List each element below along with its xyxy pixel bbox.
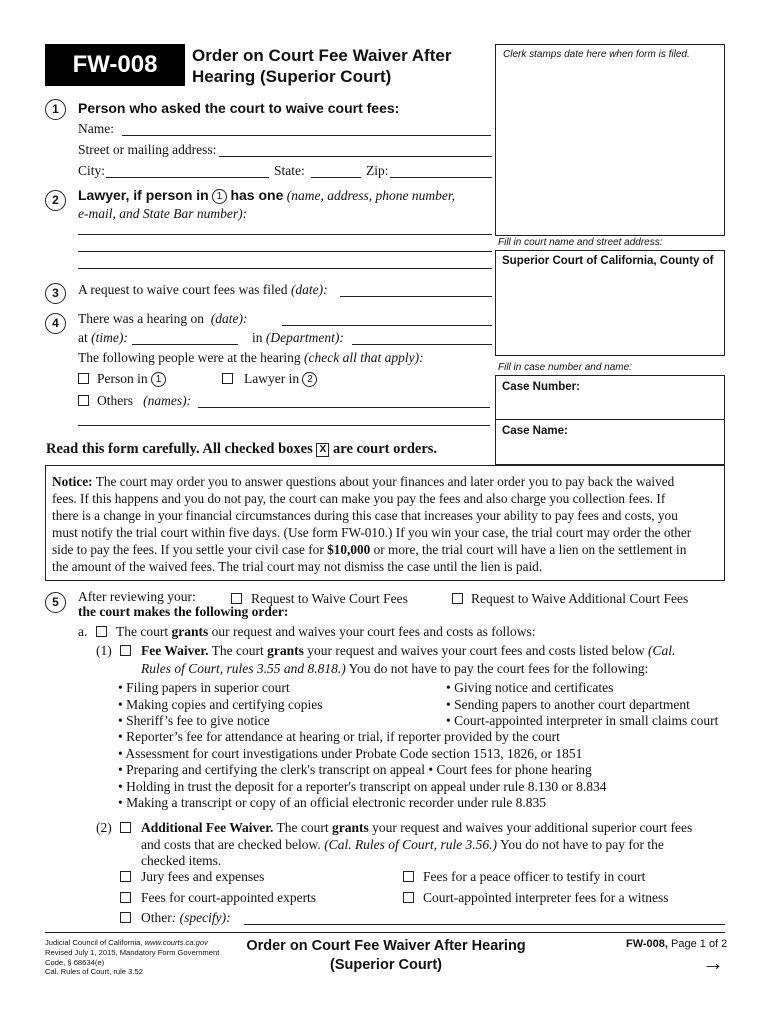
- form-id-badge: FW-008: [45, 44, 185, 86]
- peace-officer-checkbox[interactable]: [403, 871, 414, 882]
- clerk-stamp-box: Clerk stamps date here when form is filed.: [495, 44, 725, 236]
- section-2-heading: Lawyer, if person in 1 has one (name, address, phone number,: [78, 187, 455, 203]
- others-names-input[interactable]: [200, 392, 488, 408]
- fee-waiver-checkbox[interactable]: [120, 645, 131, 656]
- case-hint: Fill in case number and name:: [498, 362, 632, 373]
- case-number-box[interactable]: Case Number:: [495, 375, 725, 420]
- city-input[interactable]: [108, 162, 266, 178]
- after-reviewing-label: After reviewing your:: [78, 589, 196, 604]
- additional-fee-waiver-checkbox[interactable]: [120, 822, 131, 833]
- form-title: Order on Court Fee Waiver After Hearing (Superior Court): [192, 46, 452, 86]
- name-input[interactable]: [124, 120, 490, 136]
- request-waive-additional-label: Request to Waive Additional Court Fees: [471, 591, 689, 606]
- section-1-heading: Person who asked the court to waive court fees:: [78, 100, 400, 116]
- person-in-checkbox[interactable]: [78, 373, 89, 384]
- list-item: • Holding in trust the deposit for a reporter's transcript on appeal under rule 8.130 or 8.834: [118, 778, 607, 794]
- department-label: in (Department):: [252, 330, 344, 345]
- request-waive-fees-label: Request to Waive Court Fees: [251, 591, 408, 606]
- request-filed-date-input[interactable]: [342, 281, 490, 297]
- peace-officer-label: Fees for a peace officer to testify in court: [423, 869, 646, 884]
- ref-2-icon: 2: [302, 372, 317, 387]
- case-name-box[interactable]: Case Name:: [495, 420, 725, 465]
- court-name-box[interactable]: Superior Court of California, County of: [495, 250, 725, 356]
- interpreter-witness-label: Court-appointed interpreter fees for a witness: [423, 890, 669, 905]
- next-page-arrow-icon[interactable]: →: [702, 950, 724, 975]
- bullets-right: [446, 680, 718, 730]
- hearing-date-label: There was a hearing on (date):: [78, 311, 248, 326]
- list-item: • Giving notice and certificates: [446, 680, 614, 695]
- department-input[interactable]: [354, 329, 490, 345]
- lawyer-line-1[interactable]: [78, 218, 490, 234]
- fee-waiver-text: Fee Waiver. The court grants your request and waives your court fees and costs listed below (Cal.: [141, 643, 676, 658]
- notice-box: Notice: The court may order you to answer questions about your finances and later order you to pay back the waived fees. If this happens and you do not pay, the court can make you pay the fees and also charge you collection fees. If there is a change in your financial circumstances during this case that increases your ability to pay fees and costs, you must notify the trial court within five days. (Use form FW-010.) If you win your case, the trial court may order the other side to pay the fees. If you settle your civil case for $10,000 or more, the trial court will have a lien on the settlement in the amount of the waived fees. The trial court may not dismiss the case until the lien is paid.: [45, 465, 725, 581]
- list-item: • Court-appointed interpreter in small claims court: [446, 713, 719, 728]
- item-2-label: (2): [96, 820, 112, 835]
- lawyer-in-checkbox[interactable]: [222, 373, 233, 384]
- others-label: Others (names):: [97, 393, 192, 408]
- name-label: Name:: [78, 121, 114, 136]
- additional-fee-waiver-text-2: and costs that are checked below. (Cal. Rules of Court, rule 3.56.) You do not have to pay for the: [141, 837, 664, 852]
- item-a-text: The court grants our request and waives your court fees and costs as follows:: [116, 624, 536, 639]
- list-item: • Preparing and certifying the clerk's transcript on appeal • Court fees for phone hearing: [118, 762, 592, 777]
- lawyer-in-label: Lawyer in 2: [244, 371, 317, 387]
- other-checkbox[interactable]: [120, 912, 131, 923]
- footer-title: Order on Court Fee Waiver After Hearing (Superior Court): [246, 938, 526, 973]
- attendees-label: The following people were at the hearing (check all that apply):: [78, 350, 424, 365]
- interpreter-witness-checkbox[interactable]: [403, 892, 414, 903]
- read-carefully-notice: Read this form carefully. All checked boxes X are court orders.: [46, 441, 438, 457]
- hearing-date-input[interactable]: [284, 310, 490, 326]
- experts-label: Fees for court-appointed experts: [141, 890, 317, 905]
- state-label: State:: [274, 163, 305, 178]
- others-checkbox[interactable]: [78, 395, 89, 406]
- bullets-full: [118, 729, 607, 812]
- request-waive-additional-checkbox[interactable]: [452, 593, 463, 604]
- court-hint: Fill in court name and street address:: [498, 237, 663, 248]
- ref-1-icon: 1: [212, 189, 227, 204]
- item-1-label: (1): [96, 643, 112, 658]
- street-label: Street or mailing address:: [78, 142, 217, 157]
- page-number: FW-008, Page 1 of 2: [626, 938, 728, 950]
- list-item: • Reporter’s fee for attendance at hearing or trial, if reporter provided by the court: [118, 729, 560, 744]
- hearing-time-input[interactable]: [134, 329, 236, 345]
- list-item: • Assessment for court investigations under Probate Code section 1513, 1826, or 1851: [118, 745, 583, 761]
- list-item: • Sending papers to another court department: [446, 696, 690, 712]
- court-order-heading: the court makes the following order:: [78, 604, 289, 619]
- additional-fee-waiver-text: Additional Fee Waiver. The court grants your request and waives your additional superior court fees: [141, 820, 693, 835]
- section-3-number: 3: [45, 283, 66, 304]
- other-specify-input[interactable]: [246, 909, 722, 925]
- list-item: • Sheriff’s fee to give notice: [118, 713, 270, 728]
- person-in-label: Person in 1: [97, 371, 166, 387]
- footer-rule: [45, 932, 725, 933]
- lawyer-line-3[interactable]: [78, 252, 490, 268]
- section-1-number: 1: [45, 99, 66, 120]
- list-item: • Filing papers in superior court: [118, 680, 290, 695]
- experts-checkbox[interactable]: [120, 892, 131, 903]
- other-label: Other: (specify):: [141, 910, 231, 925]
- section-2-number: 2: [45, 190, 66, 211]
- section-2-subtext: e-mail, and State Bar number):: [78, 206, 248, 221]
- jury-fees-checkbox[interactable]: [120, 871, 131, 882]
- zip-input[interactable]: [392, 162, 490, 178]
- jury-fees-label: Jury fees and expenses: [141, 869, 265, 884]
- footer-citation: Judicial Council of California, www.courts.ca.gov Revised July 1, 2015, Mandatory Form Government Code, § 68634(e) Cal. Rules of Court, rule 3.52: [45, 938, 220, 977]
- city-label: City:: [78, 163, 106, 178]
- hearing-time-label: at (time):: [78, 330, 128, 345]
- request-waive-fees-checkbox[interactable]: [231, 593, 242, 604]
- checked-box-icon: X: [316, 443, 329, 457]
- additional-fee-waiver-text-3: checked items.: [141, 853, 222, 868]
- fee-waiver-text-2: Rules of Court, rules 3.55 and 8.818.) You do not have to pay the court fees for the following:: [141, 661, 649, 676]
- street-input[interactable]: [221, 141, 491, 157]
- section-5-number: 5: [45, 592, 66, 613]
- item-a-label: a.: [78, 624, 88, 639]
- item-a-checkbox[interactable]: [96, 626, 107, 637]
- list-item: • Making a transcript or copy of an official electronic recorder under rule 8.835: [118, 795, 547, 810]
- zip-label: Zip:: [366, 163, 389, 178]
- ref-1-icon: 1: [151, 372, 166, 387]
- bullets-left: [118, 680, 323, 730]
- list-item: • Making copies and certifying copies: [118, 696, 323, 712]
- state-input[interactable]: [313, 162, 359, 178]
- lawyer-line-2[interactable]: [78, 235, 490, 251]
- section-4-number: 4: [45, 313, 66, 334]
- section-3-text: A request to waive court fees was filed (date):: [78, 282, 328, 297]
